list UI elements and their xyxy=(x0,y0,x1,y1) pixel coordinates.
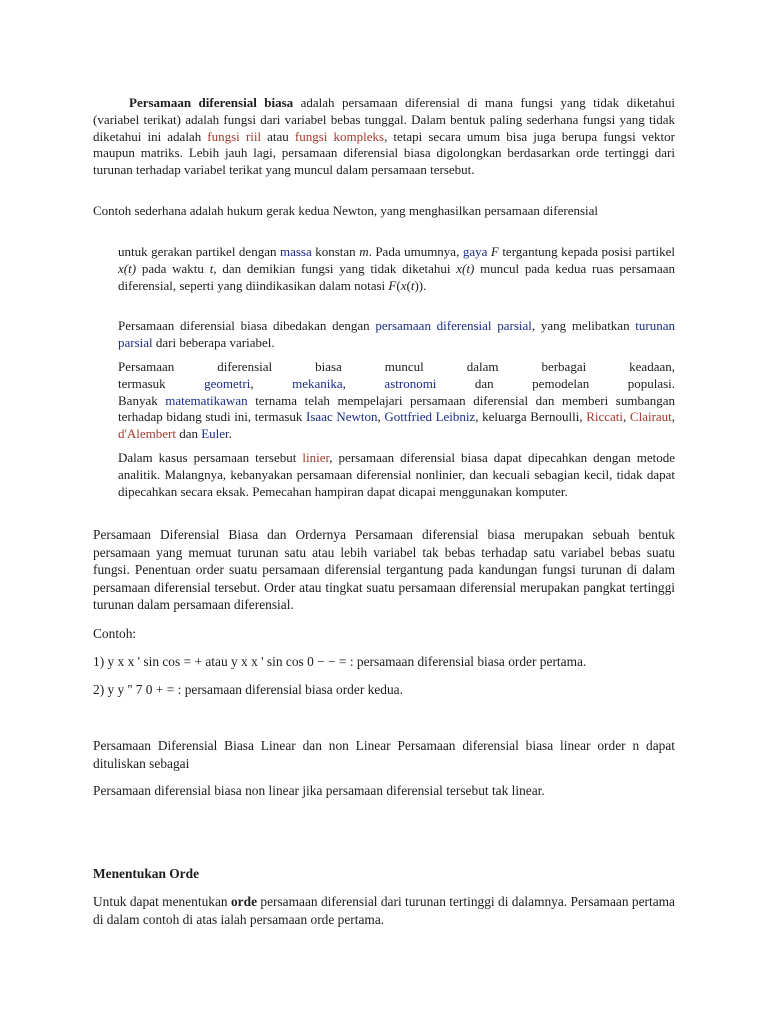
paragraph-parsial: Persamaan diferensial biasa dibedakan dengan persamaan diferensial parsial, yang melibatkan turunan parsial dari beberapa variabel. xyxy=(118,318,675,350)
link-mekanika[interactable]: mekanika xyxy=(292,375,343,391)
term-bold: Persamaan diferensial biasa xyxy=(129,95,294,110)
link-clairaut[interactable]: Clairaut xyxy=(629,409,672,425)
link-riccati[interactable]: Riccati xyxy=(586,409,624,425)
paragraph-order: Persamaan Diferensial Biasa dan Ordernya Persamaan diferensial biasa merupakan sebuah bentuk persamaan yang memuat turunan satu atau lebih variabel tak bebas terhadap satu variabel bebas suatu fungsi. Penentuan order suatu persamaan diferensial tergantung pada kandungan fungsi turunan di dalam persamaan diferensial tersebut. Order atau tingkat suatu persamaan diferensial merupakan pangkat tertinggi turunan dalam persamaan diferensial. xyxy=(93,527,675,613)
link-isaac-newton[interactable]: Isaac Newton xyxy=(306,409,378,425)
example-1: 1) y x x ' sin cos = + atau y x x ' sin cos 0 − − = : persamaan diferensial biasa order pertama. xyxy=(93,654,587,669)
paragraph-newton: Contoh sederhana adalah hukum gerak kedua Newton, yang menghasilkan persamaan diferensial xyxy=(93,203,599,218)
link-astronomi[interactable]: astronomi xyxy=(384,375,437,391)
paragraph-linear: Persamaan Diferensial Biasa Linear dan non Linear Persamaan diferensial biasa linear order n dapat dituliskan sebagai xyxy=(93,738,675,771)
paragraph-applications: Persamaan diferensial biasa muncul dalam berbagai keadaan, termasuk geometri, mekanika, astronomi dan pemodelan populasi. Banyak matematikawan ternama telah mempelajari persamaan diferensial dan memberi sumbangan terhadap bidang studi ini, termasuk Isaac Newton, Gottfried Leibniz, keluarga Bernoulli, Riccati, Clairaut, d'Alembert dan Euler. xyxy=(118,359,676,442)
link-dalembert[interactable]: d'Alembert xyxy=(118,426,176,442)
example-2: 2) y y '' 7 0 + = : persamaan diferensial biasa order kedua. xyxy=(93,682,403,697)
paragraph-orde: Untuk dapat menentukan orde persamaan diferensial dari turunan tertinggi di dalamnya. Persamaan pertama di dalam contoh di atas ialah persamaan orde pertama. xyxy=(93,894,675,927)
paragraph-nonlinear: Persamaan diferensial biasa non linear jika persamaan diferensial tersebut tak linear. xyxy=(93,783,545,798)
paragraph-linier: Dalam kasus persamaan tersebut linier, persamaan diferensial biasa dapat dipecahkan dengan metode analitik. Malangnya, kebanyakan persamaan diferensial nonlinier, dan kecuali sebagian kecil, tidak dapat dipecahkan secara eksak. Pemecahan hampiran dapat dicapai menggunakan komputer. xyxy=(118,450,675,499)
link-fungsi-riil[interactable]: fungsi riil xyxy=(207,128,262,144)
link-persamaan-diferensial-parsial[interactable]: persamaan diferensial parsial xyxy=(375,318,532,333)
link-gottfried-leibniz[interactable]: Gottfried Leibniz xyxy=(384,409,476,425)
link-geometri[interactable]: geometri xyxy=(204,375,251,391)
link-gaya[interactable]: gaya xyxy=(462,244,488,259)
paragraph-contoh: Contoh: xyxy=(93,626,137,641)
link-matematikawan[interactable]: matematikawan xyxy=(165,392,248,408)
link-euler[interactable]: Euler xyxy=(201,426,229,442)
paragraph-intro: Persamaan diferensial biasa adalah persamaan diferensial di mana fungsi yang tidak diketahui (variabel terikat) adalah fungsi dari variabel bebas tunggal. Dalam bentuk paling sederhana fungsi yang tidak diketahui ini adalah fungsi riil atau fungsi kompleks, tetapi secara umum bisa juga berupa fungsi vektor maupun matriks. Lebih jauh lagi, persamaan diferensial biasa digolongkan berdasarkan orde tertinggi dari turunan terhadap variabel terikat yang muncul dalam persamaan tersebut. xyxy=(93,95,675,178)
paragraph-particle: untuk gerakan partikel dengan massa konstan m. Pada umumnya, gaya F tergantung kepada posisi partikel x(t) pada waktu t, dan demikian fungsi yang tidak diketahui x(t) muncul pada kedua ruas persamaan diferensial, seperti yang diindikasikan dalam notasi F(x(t)). xyxy=(118,244,676,293)
section-heading: Menentukan Orde xyxy=(93,866,200,881)
link-turunan-parsial[interactable]: turunan parsial xyxy=(118,318,675,350)
link-linier[interactable]: linier xyxy=(302,450,330,465)
link-massa[interactable]: massa xyxy=(279,244,312,259)
link-fungsi-kompleks[interactable]: fungsi kompleks xyxy=(294,128,385,144)
